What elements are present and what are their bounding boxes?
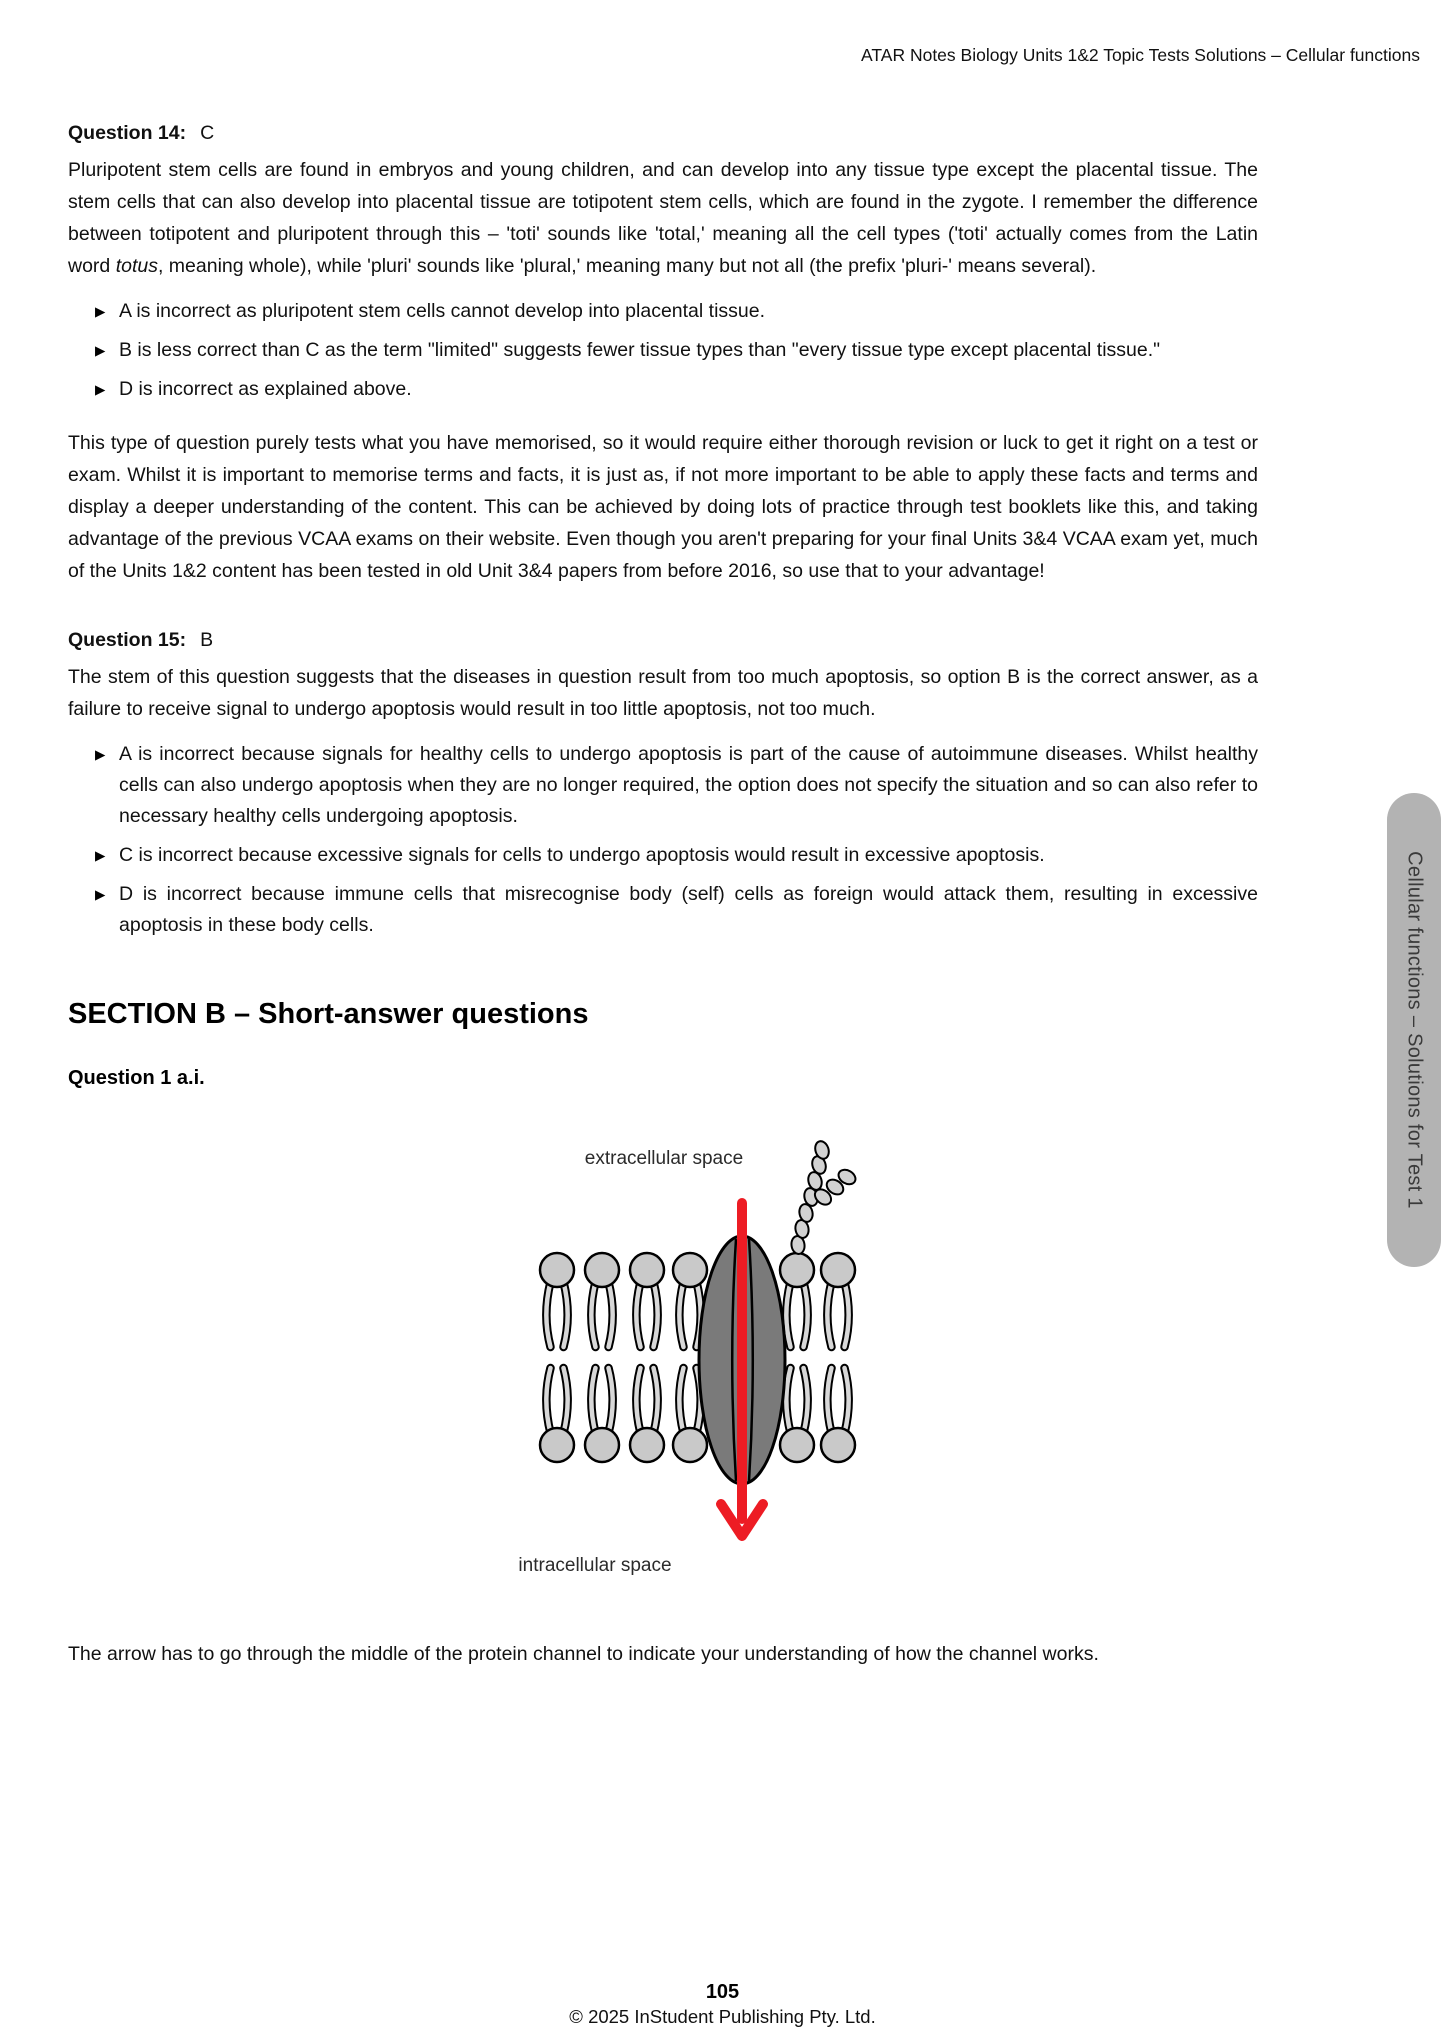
list-item — [95, 840, 1258, 871]
list-item — [95, 879, 1258, 941]
list-item — [95, 374, 1258, 405]
page-content — [68, 118, 1258, 1670]
question-1ai-label: Question 1 a.i. — [68, 1067, 205, 1089]
question-15-answer: B — [200, 629, 214, 651]
section-b-heading: SECTION B – Short-answer questions — [68, 998, 589, 1030]
membrane-figure — [405, 1139, 875, 1579]
chapter-side-tab — [1387, 793, 1441, 1267]
bullet-triangle-icon: ▶ — [95, 848, 106, 863]
question-14-answer: C — [200, 122, 215, 144]
question-15-label: Question 15: — [68, 629, 187, 651]
bullet-triangle-icon: ▶ — [95, 343, 106, 358]
list-item — [95, 296, 1258, 327]
bullet-text: A is incorrect as pluripotent stem cells cannot develop into placental tissue. — [119, 300, 766, 322]
list-item — [95, 739, 1258, 832]
q14-explanation-part2: , meaning whole), while 'pluri' sounds like 'plural,' meaning many but not all (the prefix 'pluri-' means several). — [157, 255, 1097, 277]
bullet-text: D is incorrect as explained above. — [119, 378, 412, 400]
bullet-triangle-icon: ▶ — [95, 382, 106, 397]
figure-label-intracellular: intracellular space — [518, 1555, 672, 1576]
bullet-text: C is incorrect because excessive signals for cells to undergo apoptosis would result in excessive apoptosis. — [119, 844, 1045, 866]
page-footer — [0, 1979, 1445, 2029]
bullet-triangle-icon: ▶ — [95, 747, 106, 762]
bullet-triangle-icon: ▶ — [95, 304, 106, 319]
question-15-heading — [68, 625, 1258, 655]
question-15-bullet-list — [68, 739, 1258, 941]
glycoprotein-chain — [790, 1139, 858, 1254]
q14-explanation-italic-word: totus — [115, 255, 158, 277]
question-14-explanation — [68, 154, 1258, 282]
question-14-bullet-list — [68, 296, 1258, 405]
figure-label-extracellular: extracellular space — [584, 1148, 744, 1169]
question-14-note: This type of question purely tests what you have memorised, so it would require either thorough revision or luck to get it right on a test or exam. Whilst it is important to memorise terms and facts, it is just as, if not more important to be able to apply these facts and terms and display a deeper understanding of the content. This can be achieved by doing lots of practice through test booklets like this, and taking advantage of the previous VCAA exams on their website. Even though you aren't preparing for your final Units 3&4 VCAA exam yet, much of the Units 1&2 content has been tested in old Unit 3&4 papers from before 2016, so use that to your advantage! — [68, 432, 1258, 582]
q14-explanation-part1: Pluripotent stem cells are found in embryos and young children, and can develop into any tissue type except the placental tissue. The stem cells that can also develop into placental tissue are totipotent stem cells, which are found in the zygote. I remember the difference between totipotent and pluripotent through this – 'toti' sounds like 'total,' meaning all the cell types ('toti' actually comes from the Latin word — [68, 159, 1258, 277]
copyright-line: © 2025 InStudent Publishing Pty. Ltd. — [569, 2006, 876, 2027]
chapter-side-tab-label: Cellular functions – Solutions for Test 1 — [1403, 851, 1426, 1209]
page-number: 105 — [705, 1981, 740, 2003]
phospholipid-bilayer — [540, 1253, 855, 1462]
question-14-heading — [68, 118, 1258, 148]
question-1ai-note: The arrow has to go through the middle of the protein channel to indicate your understanding of how the channel works. — [68, 1643, 1099, 1665]
membrane-diagram — [405, 1139, 875, 1579]
bullet-text: D is incorrect because immune cells that misrecognise body (self) cells as foreign would attack them, resulting in excessive apoptosis in these body cells. — [119, 883, 1258, 936]
bullet-triangle-icon: ▶ — [95, 887, 106, 902]
page-header: ATAR Notes Biology Units 1&2 Topic Tests Solutions – Cellular functions — [861, 45, 1420, 65]
question-14-label: Question 14: — [68, 122, 187, 144]
bullet-text: A is incorrect because signals for healthy cells to undergo apoptosis is part of the cause of autoimmune diseases. Whilst healthy cells can also undergo apoptosis when they are no longer required, the option does not specify the situation and so can also refer to necessary healthy cells undergoing apoptosis. — [119, 743, 1258, 827]
question-15-explanation: The stem of this question suggests that the diseases in question result from too much apoptosis, so option B is the correct answer, as a failure to receive signal to undergo apoptosis would result in too little apoptosis, not too much. — [68, 666, 1258, 720]
bullet-text: B is less correct than C as the term "limited" suggests fewer tissue types than "every tissue type except placental tissue." — [119, 339, 1161, 361]
list-item — [95, 335, 1258, 366]
